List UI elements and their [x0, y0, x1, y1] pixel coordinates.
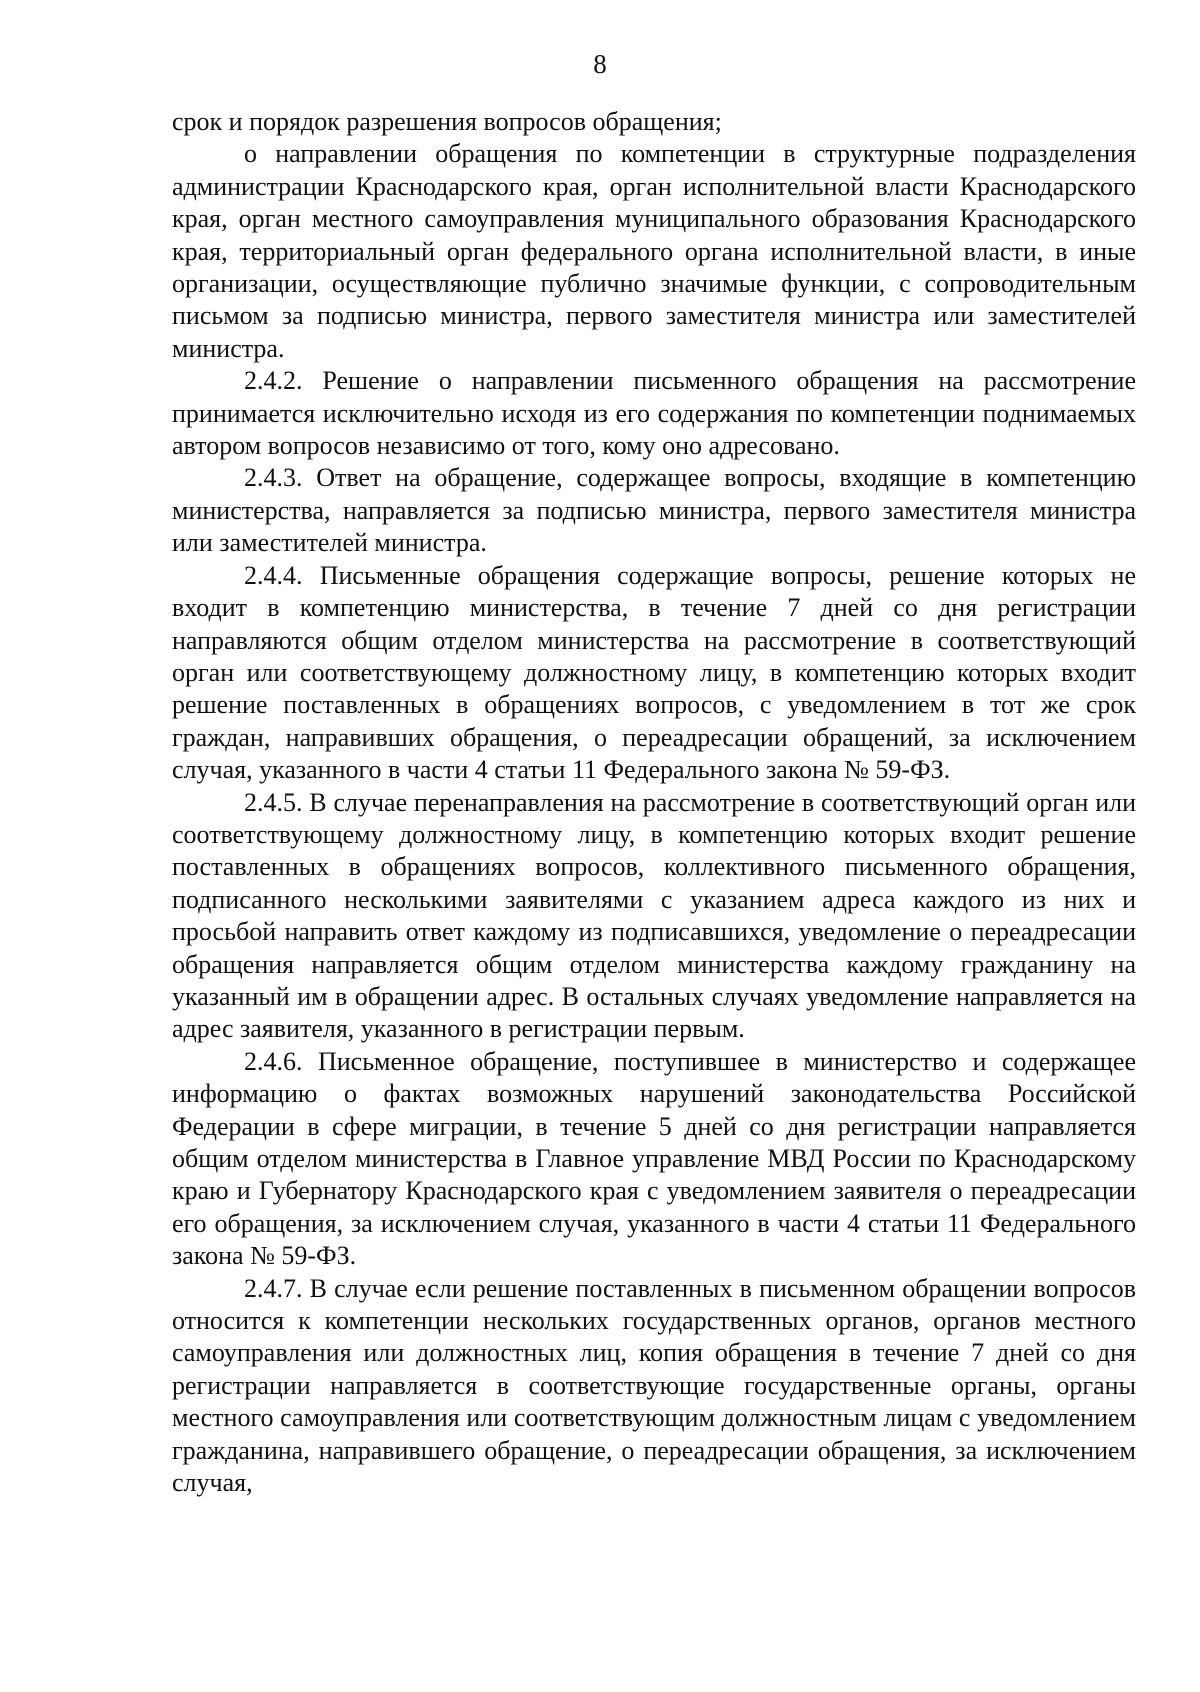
- page-number: 8: [593, 49, 607, 79]
- paragraph-2-4-3: 2.4.3. Ответ на обращение, содержащее вопросы, входящие в компетенцию министерства, направляется за подписью министра, первого заместителя министра или заместителей министра.: [172, 463, 1136, 558]
- paragraph-redirection-clause: о направлении обращения по компетенции в структурные подразделения администрации Краснодарского края, орган исполнительной власти Краснодарского края, орган местного самоуправления муниципального образования Краснодарского края, территориальный орган федерального органа исполнительной власти, в иные организации, осуществляющие публично значимые функции, с сопроводительным письмом за подписью министра, первого заместителя министра или заместителей министра.: [172, 139, 1136, 363]
- document-body: [172, 106, 1136, 1499]
- paragraph-2-4-7: 2.4.7. В случае если решение поставленных в письменном обращении вопросов относится к компетенции нескольких государственных органов, органов местного самоуправления или должностных лиц, копия обращения в течение 7 дней со дня регистрации направляется в соответствующие государственные органы, органы местного самоуправления или соответствующим должностным лицам с уведомлением гражданина, направившего обращение, о переадресации обращения, за исключением случая,: [172, 1273, 1136, 1498]
- paragraph-intro-line: срок и порядок разрешения вопросов обращения;: [172, 107, 722, 136]
- paragraph-2-4-2: 2.4.2. Решение о направлении письменного обращения на рассмотрение принимается исключительно исходя из его содержания по компетенции поднимаемых автором вопросов независимо от того, кому оно адресовано.: [172, 366, 1136, 461]
- paragraph-2-4-5: 2.4.5. В случае перенаправления на рассмотрение в соответствующий орган или соответствующему должностному лицу, в компетенцию которых входит решение поставленных в обращениях вопросов, коллективного письменного обращения, подписанного несколькими заявителями с указанием адреса каждого из них и просьбой направить ответ каждому из подписавшихся, уведомление о переадресации обращения направляется общим отделом министерства каждому гражданину на указанный им в обращении адрес. В остальных случаях уведомление направляется на адрес заявителя, указанного в регистрации первым.: [172, 787, 1136, 1044]
- paragraph-2-4-4: 2.4.4. Письменные обращения содержащие вопросы, решение которых не входит в компетенцию министерства, в течение 7 дней со дня регистрации направляются общим отделом министерства на рассмотрение в соответствующий орган или соответствующему должностному лицу, в компетенцию которых входит решение поставленных в обращениях вопросов, с уведомлением в тот же срок граждан, направивших обращения, о переадресации обращений, за исключением случая, указанного в части 4 статьи 11 Федерального закона № 59-ФЗ.: [172, 560, 1136, 785]
- paragraph-2-4-6: 2.4.6. Письменное обращение, поступившее в министерство и содержащее информацию о фактах возможных нарушений законодательства Российской Федерации в сфере миграции, в течение 5 дней со дня регистрации направляется общим отделом министерства в Главное управление МВД России по Краснодарскому краю и Губернатору Краснодарского края с уведомлением заявителя о переадресации его обращения, за исключением случая, указанного в части 4 статьи 11 Федерального закона № 59-ФЗ.: [172, 1046, 1136, 1271]
